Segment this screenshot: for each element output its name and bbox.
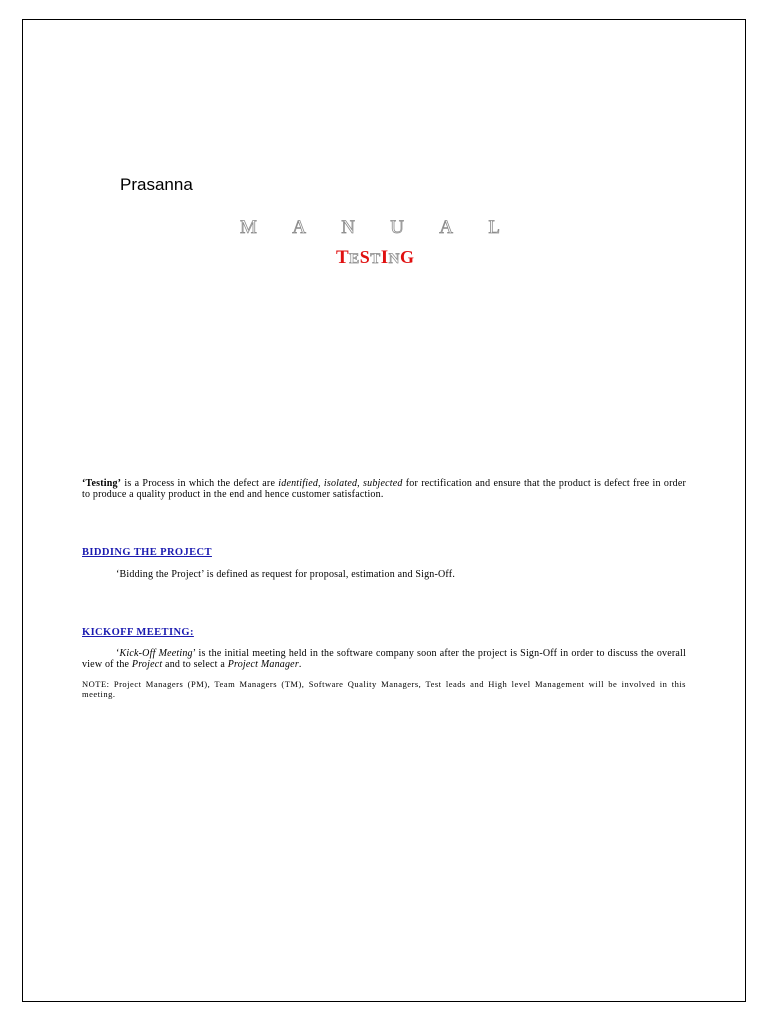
testing-letter: G (399, 247, 415, 267)
intro-paragraph (82, 478, 686, 500)
kickoff-project-manager: Project Manager (227, 659, 299, 670)
kickoff-heading: KICKOFF MEETING: (82, 627, 194, 638)
bidding-paragraph: ‘Bidding the Project’ is defined as request for proposal, estimation and Sign-Off. (116, 569, 456, 580)
author-name: Prasanna (120, 175, 193, 194)
note-label: NOTE: (82, 679, 110, 689)
kickoff-note (82, 679, 686, 699)
testing-letter: T (336, 247, 350, 268)
note-text: Project Managers (PM), Team Managers (TM), Software Quality Managers, Test leads and High level Management will be involved in this meeting. (82, 679, 686, 699)
kickoff-end: . (298, 659, 302, 670)
testing-letter: E (349, 251, 360, 267)
manual-letter: L (488, 217, 500, 238)
kickoff-paragraph (82, 648, 686, 670)
kickoff-project: Project (131, 659, 163, 670)
testing-letter: N (388, 251, 400, 267)
manual-title (240, 217, 500, 241)
intro-text-1: is a Process in which the defect are (121, 478, 279, 489)
kickoff-text-1: ’ is the initial meeting held in the software company soon after the project is Sign-Off in order to discuss the overall view of the (82, 648, 686, 670)
intro-italic: identified, isolated, subjected (278, 478, 403, 489)
intro-text-2: for rectification and ensure that the product is defect free in order to produce a quality product in the end and hence customer satisfaction. (82, 478, 686, 500)
kickoff-term: Kick-Off Meeting (119, 648, 193, 659)
kickoff-quote: ‘ (116, 648, 120, 659)
manual-letter: A (439, 217, 454, 238)
intro-term: ‘Testing’ (82, 478, 122, 489)
testing-letter: I (380, 247, 389, 268)
manual-letter: M (240, 217, 257, 238)
testing-letter: S (359, 247, 371, 267)
manual-letter: A (292, 217, 306, 238)
testing-title (336, 247, 415, 269)
manual-letter: N (341, 217, 355, 238)
manual-letter: U (390, 217, 404, 238)
kickoff-text-2: and to select a (162, 659, 228, 670)
document-page (22, 19, 746, 1002)
bidding-heading: BIDDING THE PROJECT (82, 547, 212, 558)
testing-letter: T (370, 251, 381, 267)
